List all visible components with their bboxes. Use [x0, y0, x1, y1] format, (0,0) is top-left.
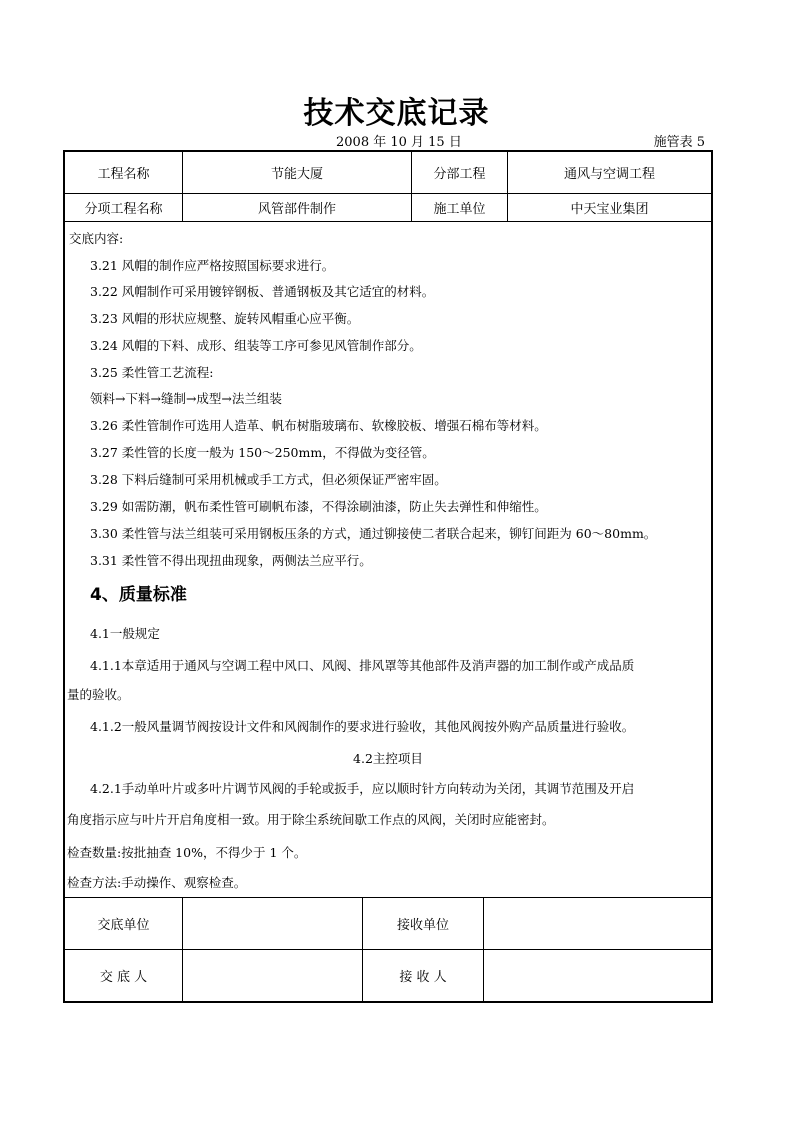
content-line: 量的验收。 [67, 687, 130, 702]
subsection-heading: 4.2主控项目 [353, 751, 423, 766]
content-line: 3.31 柔性管不得出现扭曲现象，两侧法兰应平行。 [90, 553, 372, 568]
page-title: 技术交底记录 [303, 96, 490, 131]
content-line: 3.24 风帽的下料、成形、组装等工序可参见风管制作部分。 [90, 338, 422, 353]
record-table [63, 150, 713, 1003]
label-receiver: 接 收 人 [399, 970, 447, 985]
content-line: 3.28 下料后缝制可采用机械或手工方式，但必须保证严密牢固。 [90, 472, 447, 487]
value-issuing-unit[interactable] [183, 898, 362, 949]
label-issuer: 交 底 人 [99, 970, 148, 985]
value-contractor: 中天宝业集团 [570, 202, 649, 217]
content-line: 检查数量:按批抽查 10%，不得少于 1 个。 [67, 845, 307, 860]
value-division: 通风与空调工程 [563, 167, 655, 182]
content-line: 检查方法:手动操作、观察检查。 [67, 875, 247, 890]
value-receiving-unit[interactable] [484, 898, 711, 949]
value-receiver[interactable] [484, 950, 711, 1001]
content-line: 4.1.1本章适用于通风与空调工程中风口、风阀、排风罩等其他部件及消声器的加工制作或产成品质 [90, 658, 635, 673]
section-heading: 4、质量标准 [90, 585, 187, 605]
label-issuing-unit: 交底单位 [97, 918, 150, 933]
record-date: 2008 年 10 月 15 日 [336, 135, 462, 150]
value-issuer[interactable] [183, 950, 362, 1001]
value-project-name: 节能大厦 [270, 167, 323, 182]
label-subproject: 分项工程名称 [84, 202, 163, 217]
label-contractor: 施工单位 [433, 202, 486, 217]
content-heading: 交底内容: [69, 231, 124, 246]
content-line: 3.27 柔性管的长度一般为 150～250mm，不得做为变径管。 [90, 445, 435, 460]
label-receiving-unit: 接收单位 [396, 918, 449, 933]
content-line: 3.25 柔性管工艺流程: [90, 365, 214, 380]
row-divider [65, 221, 711, 222]
content-line: 4.1一般规定 [90, 626, 160, 641]
form-number: 施管表 5 [653, 135, 705, 150]
content-line: 3.23 风帽的形状应规整、旋转风帽重心应平衡。 [90, 311, 360, 326]
label-division: 分部工程 [433, 167, 486, 182]
value-subproject: 风管部件制作 [257, 202, 336, 217]
content-line: 3.21 风帽的制作应严格按照国标要求进行。 [90, 258, 335, 273]
content-line: 4.2.1手动单叶片或多叶片调节风阀的手轮或扳手，应以顺时针方向转动为关闭，其调节范围及开启 [90, 781, 635, 796]
label-project-name: 工程名称 [97, 167, 150, 182]
content-line: 3.22 风帽制作可采用镀锌钢板、普通钢板及其它适宜的材料。 [90, 284, 435, 299]
content-line: 3.26 柔性管制作可选用人造革、帆布树脂玻璃布、软橡胶板、增强石棉布等材料。 [90, 418, 547, 433]
content-line: 3.29 如需防潮，帆布柔性管可刷帆布漆，不得涂刷油漆，防止失去弹性和伸缩性。 [90, 499, 547, 514]
content-line: 4.1.2一般风量调节阀按设计文件和风阀制作的要求进行验收，其他风阀按外购产品质量进行验收。 [90, 719, 635, 734]
content-line: 领料→下料→缝制→成型→法兰组装 [90, 391, 282, 406]
content-line: 3.30 柔性管与法兰组装可采用钢板压条的方式，通过铆接使二者联合起来，铆钉间距为 60～80mm。 [90, 526, 657, 541]
content-line: 角度指示应与叶片开启角度相一致。用于除尘系统间歇工作点的风阀，关闭时应能密封。 [67, 812, 555, 827]
